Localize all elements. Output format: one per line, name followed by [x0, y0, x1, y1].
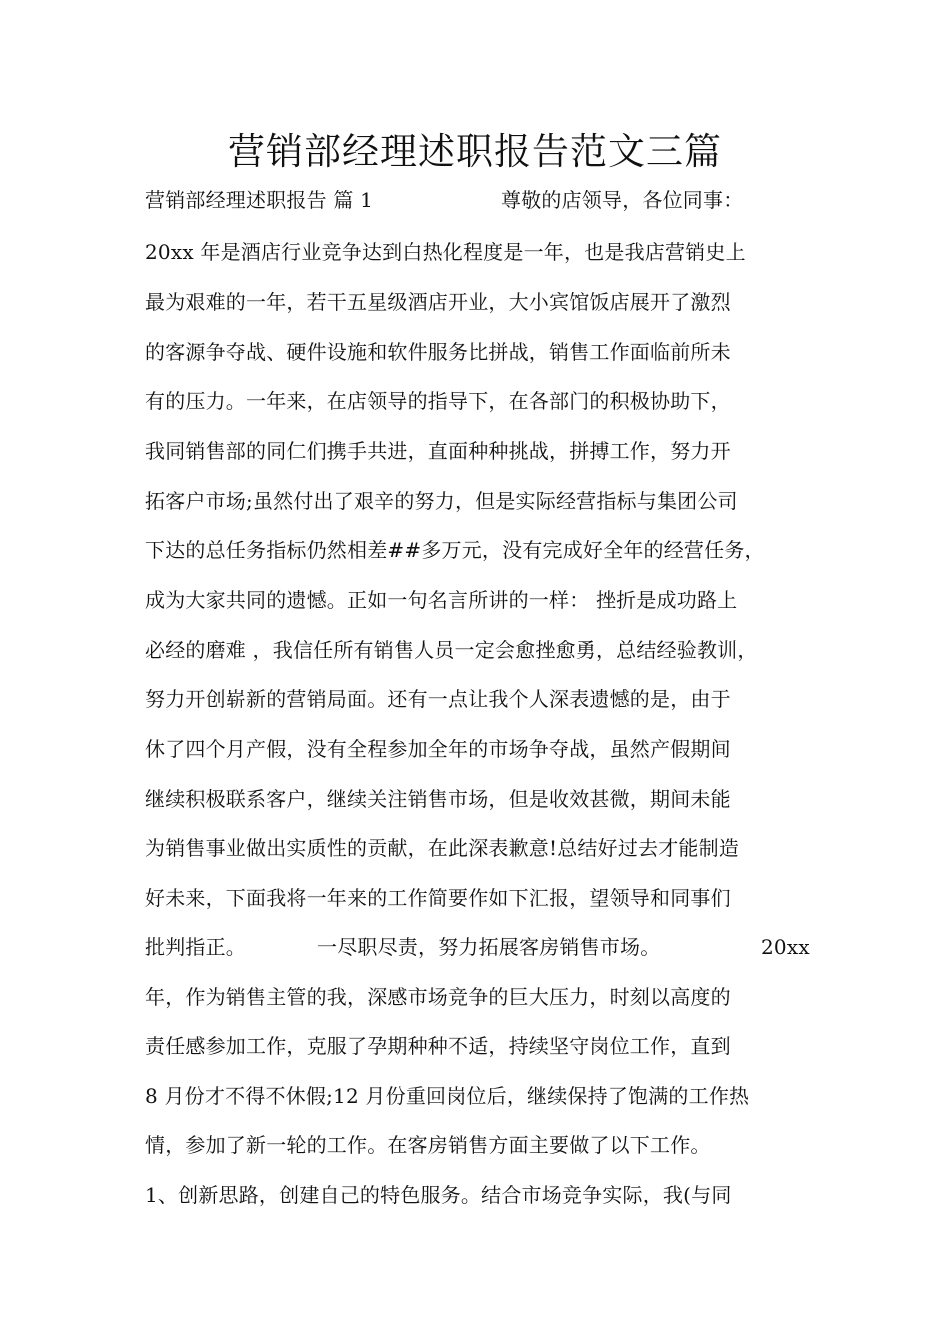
body-line: 1、创新思路，创建自己的特色服务。结合市场竞争实际，我(与同: [145, 1183, 732, 1207]
body-line: 有的压力。一年来，在店领导的指导下，在各部门的积极协助下，: [145, 389, 731, 413]
body-line: 8 月份才不得不休假;12 月份重回岗位后，继续保持了饱满的工作热: [145, 1084, 750, 1108]
body-line: 20xx 年是酒店行业竞争达到白热化程度是一年，也是我店营销史上: [145, 240, 746, 264]
body-line: 为销售事业做出实质性的贡献，在此深表歉意!总结好过去才能制造: [145, 836, 740, 860]
body-line: 情，参加了新一轮的工作。在客房销售方面主要做了以下工作。: [145, 1133, 711, 1157]
body-line: 努力开创崭新的营销局面。还有一点让我个人深表遗憾的是，由于: [145, 687, 731, 711]
body-line: 下达的总任务指标仍然相差##多万元，没有完成好全年的经营任务，: [145, 538, 765, 562]
body-line: 休了四个月产假，没有全程参加全年的市场争夺战，虽然产假期间: [145, 737, 731, 761]
body-line: 的客源争夺战、硬件设施和软件服务比拼战，销售工作面临前所未: [145, 340, 731, 364]
body-line: 拓客户市场;虽然付出了艰辛的努力，但是实际经营指标与集团公司: [145, 489, 738, 513]
body-line: 必经的磨难 ，我信任所有销售人员一定会愈挫愈勇，总结经验教训，: [145, 638, 758, 662]
greeting: 尊敬的店领导，各位同事：: [501, 188, 744, 212]
subheading: 一尽职尽责，努力拓展客房销售市场。: [317, 935, 661, 959]
body-line: 责任感参加工作，克服了孕期种种不适，持续坚守岗位工作，直到: [145, 1034, 731, 1058]
heading-line: [145, 185, 815, 215]
body-line: 年，作为销售主管的我，深感市场竞争的巨大压力，时刻以高度的: [145, 985, 731, 1009]
body-text: 批判指正。: [145, 935, 246, 959]
body-text: 20xx: [761, 935, 810, 959]
body-line: 最为艰难的一年，若干五星级酒店开业，大小宾馆饭店展开了激烈: [145, 290, 731, 314]
body-line: 继续积极联系客户，继续关注销售市场，但是收效甚微，期间未能: [145, 787, 731, 811]
document-title: 营销部经理述职报告范文三篇: [228, 130, 722, 173]
section-heading: 营销部经理述职报告 篇 1: [145, 188, 374, 212]
body-line: 好未来，下面我将一年来的工作简要作如下汇报，望领导和同事们: [145, 886, 731, 910]
body-line-with-subheading: [145, 932, 815, 962]
body-line: 成为大家共同的遗憾。正如一句名言所讲的一样： 挫折是成功路上: [145, 588, 738, 612]
body-line: 我同销售部的同仁们携手共进，直面种种挑战，拼搏工作，努力开: [145, 439, 731, 463]
